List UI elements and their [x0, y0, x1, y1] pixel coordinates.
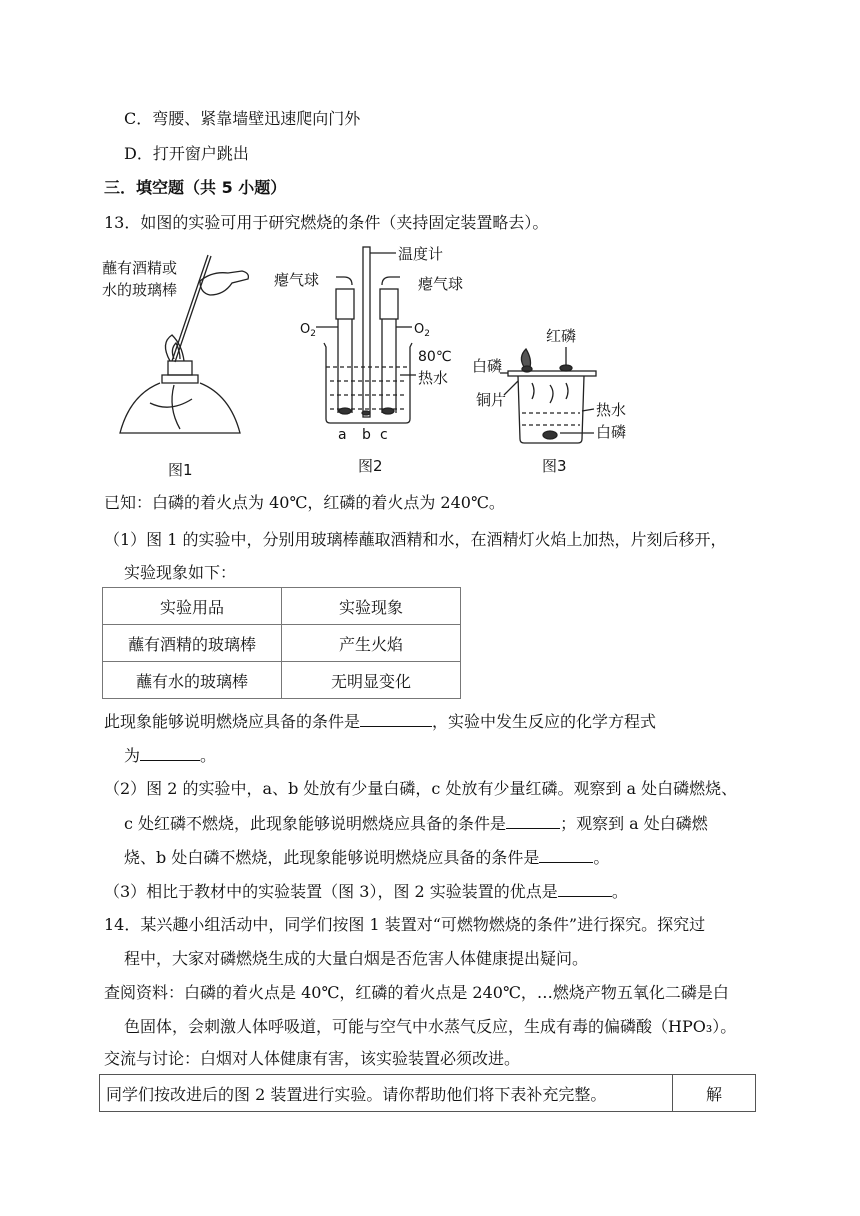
table-cell: 同学们按改进后的图 2 装置进行实验。请你帮助他们将下表补充完整。: [100, 1075, 673, 1112]
q13-stem: 13．如图的实验可用于研究燃烧的条件（夹持固定装置略去）。: [104, 213, 549, 232]
question-text: c 处红磷不燃烧，此现象能够说明燃烧应具备的条件是: [124, 814, 507, 833]
section-title: 三．填空题（共 5 小题）: [104, 178, 287, 197]
table-header-row: [103, 588, 461, 625]
answer-blank[interactable]: [360, 710, 432, 727]
answer-blank[interactable]: [539, 846, 593, 863]
table-cell: 无明显变化: [282, 662, 461, 699]
table-header-cell: 实验用品: [103, 588, 282, 625]
table-cell: 蘸有酒精的玻璃棒: [103, 625, 282, 662]
answer-blank[interactable]: [140, 744, 200, 761]
svg-text:水的玻璃棒: 水的玻璃棒: [102, 281, 178, 299]
q13-part1-question-cont: [124, 744, 216, 767]
figure-3-copper-plate: [472, 327, 626, 475]
svg-text:c: c: [380, 427, 388, 443]
svg-text:图2: 图2: [358, 457, 383, 475]
table-cell: 蘸有水的玻璃棒: [103, 662, 282, 699]
q14-research-line1: 查阅资料：白磷的着火点是 40℃，红磷的着火点是 240℃，…燃烧产物五氧化二磷是白: [104, 983, 729, 1002]
svg-text:瘪气球: 瘪气球: [274, 271, 320, 289]
table-row: [100, 1075, 756, 1112]
figure-1-alcohol-lamp: [102, 255, 248, 478]
q13-part1-question: [104, 710, 656, 733]
experiment-figures: [100, 243, 660, 478]
answer-blank[interactable]: [558, 880, 612, 897]
q13-part3: [104, 880, 628, 903]
q14-discussion: 交流与讨论：白烟对人体健康有害，该实验装置必须改进。: [104, 1049, 521, 1068]
svg-text:铜片: 铜片: [476, 391, 507, 409]
table-row: [103, 625, 461, 662]
svg-text:O2: $O_2$: [300, 322, 316, 339]
q13-known: 已知：白磷的着火点为 40℃，红磷的着火点为 240℃。: [104, 493, 505, 512]
question-text: （3）相比于教材中的实验装置（图 3），图 2 实验装置的优点是: [104, 882, 558, 901]
figure-2-beaker: [274, 245, 463, 475]
question-text: 。: [593, 848, 610, 867]
q14-table: [99, 1074, 756, 1112]
svg-text:热水: 热水: [418, 369, 449, 387]
svg-text:温度计: 温度计: [398, 245, 444, 263]
svg-text:a: a: [338, 427, 347, 443]
question-text: 为: [124, 746, 141, 765]
q13-part1-line2: 实验现象如下：: [124, 563, 237, 582]
svg-text:红磷: 红磷: [546, 327, 577, 345]
question-text: 此现象能够说明燃烧应具备的条件是: [104, 712, 361, 731]
question-text: 烧、b 处白磷不燃烧，此现象能够说明燃烧应具备的条件是: [124, 848, 540, 867]
answer-blank[interactable]: [506, 812, 560, 829]
table-cell: 产生火焰: [282, 625, 461, 662]
option-c: C．弯腰、紧靠墙壁迅速爬向门外: [124, 109, 361, 128]
q13-part1-line1: （1）图 1 的实验中，分别用玻璃棒蘸取酒精和水，在酒精灯火焰上加热，片刻后移开，: [104, 530, 727, 549]
q13-part2-line1: （2）图 2 的实验中，a、b 处放有少量白磷，c 处放有少量红磷。观察到 a 处白磷燃烧、: [104, 779, 738, 798]
svg-text:b: b: [362, 427, 371, 443]
svg-text:瘪气球: 瘪气球: [418, 275, 464, 293]
svg-text:蘸有酒精或: 蘸有酒精或: [102, 259, 178, 277]
q14-research-line2: 色固体，会刺激人体呼吸道，可能与空气中水蒸气反应，生成有毒的偏磷酸（HPO₃）。: [124, 1017, 737, 1036]
table-header-cell: 实验现象: [282, 588, 461, 625]
table-cell: 解: [673, 1075, 756, 1112]
option-d: D．打开窗户跳出: [124, 144, 249, 163]
svg-text:图3: 图3: [542, 457, 567, 475]
svg-text:白磷: 白磷: [472, 357, 503, 375]
q13-part2-line3: [124, 846, 609, 869]
q14-stem-line2: 程中，大家对磷燃烧生成的大量白烟是否危害人体健康提出疑问。: [124, 949, 589, 968]
svg-text:白磷: 白磷: [596, 423, 627, 441]
svg-text:O2: $O_2$: [414, 322, 430, 339]
question-text: 。: [611, 882, 628, 901]
table-row: [103, 662, 461, 699]
q14-stem-line1: 14．某兴趣小组活动中，同学们按图 1 装置对“可燃物燃烧的条件”进行探究。探究过: [104, 915, 706, 934]
svg-text:热水: 热水: [596, 401, 627, 419]
question-text: ；观察到 a 处白磷燃: [560, 814, 708, 833]
svg-text:图1: 图1: [168, 461, 193, 478]
q13-part2-line2: [124, 812, 708, 835]
q13-results-table: [102, 587, 461, 699]
question-text: ，实验中发生反应的化学方程式: [432, 712, 657, 731]
question-text: 。: [200, 746, 217, 765]
svg-text:80℃: 80℃: [418, 349, 452, 365]
